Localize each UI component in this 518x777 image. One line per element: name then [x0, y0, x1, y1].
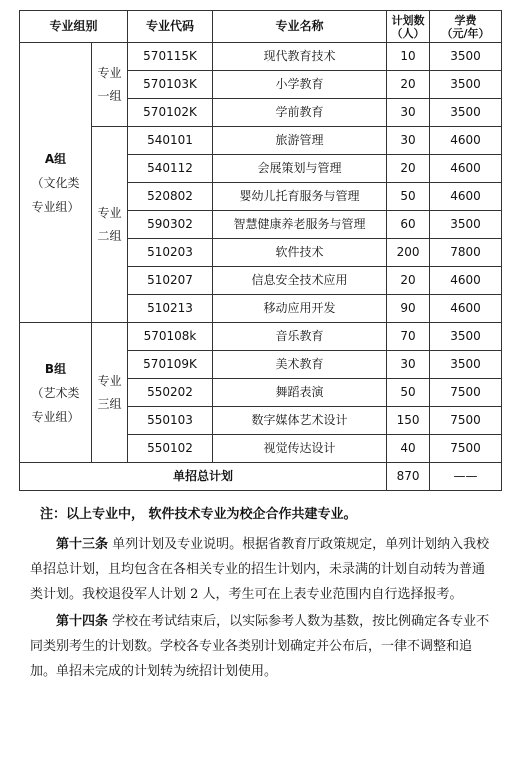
footnote: 注：以上专业中， 软件技术专业为校企合作共建专业。 — [40, 507, 357, 522]
header-plan — [387, 11, 430, 43]
row-code: 550102 — [128, 435, 213, 463]
row-name: 智慧健康养老服务与管理 — [213, 211, 387, 239]
row-fee: 7500 — [430, 379, 502, 407]
row-plan: 50 — [387, 379, 430, 407]
row-name: 会展策划与管理 — [213, 155, 387, 183]
header-plan-line1: 计划数 — [391, 13, 425, 27]
subgroup-2-line2: 二组 — [97, 228, 122, 243]
row-code: 520802 — [128, 183, 213, 211]
subgroup-1-line1: 专业 — [97, 65, 122, 80]
row-code: 540101 — [128, 127, 213, 155]
row-fee: 7500 — [430, 435, 502, 463]
subgroup-2-cell — [92, 127, 128, 323]
article-13-title: 第十三条 — [56, 537, 109, 552]
row-plan: 40 — [387, 435, 430, 463]
row-plan: 30 — [387, 127, 430, 155]
row-fee: 4600 — [430, 183, 502, 211]
total-label: 单招总计划 — [20, 463, 387, 491]
table-row — [20, 323, 502, 351]
header-plan-line2: （人） — [391, 26, 425, 40]
row-plan: 20 — [387, 155, 430, 183]
row-fee: 4600 — [430, 127, 502, 155]
row-plan: 10 — [387, 43, 430, 71]
row-name: 现代教育技术 — [213, 43, 387, 71]
group-b-title: B组 — [44, 361, 67, 376]
row-name: 移动应用开发 — [213, 295, 387, 323]
subgroup-3-line2: 三组 — [97, 396, 122, 411]
article-13-body: 单列计划及专业说明。根据省教育厅政策规定，单列计划纳入我校单招总计划，且均包含在各相关专业的招生计划内，未录满的计划自动转为普通类计划。我校退役军人计划 2 人，考生可在上表专业范围内自行选择报考。 — [30, 537, 490, 602]
row-code: 510207 — [128, 267, 213, 295]
group-a-cell — [20, 43, 92, 323]
row-name: 美术教育 — [213, 351, 387, 379]
row-plan: 50 — [387, 183, 430, 211]
row-fee: 7800 — [430, 239, 502, 267]
header-name: 专业名称 — [213, 11, 387, 43]
row-plan: 90 — [387, 295, 430, 323]
row-code: 540112 — [128, 155, 213, 183]
row-plan: 70 — [387, 323, 430, 351]
row-fee: 3500 — [430, 43, 502, 71]
header-fee — [430, 11, 502, 43]
row-fee: 4600 — [430, 155, 502, 183]
row-code: 510213 — [128, 295, 213, 323]
article-14 — [30, 609, 494, 684]
row-name: 学前教育 — [213, 99, 387, 127]
article-14-title: 第十四条 — [56, 614, 109, 629]
total-plan: 870 — [387, 463, 430, 491]
row-code: 570102K — [128, 99, 213, 127]
header-fee-line2: （元/年） — [441, 26, 490, 40]
row-plan: 20 — [387, 71, 430, 99]
row-name: 软件技术 — [213, 239, 387, 267]
row-name: 信息安全技术应用 — [213, 267, 387, 295]
row-fee: 7500 — [430, 407, 502, 435]
enrollment-plan-table — [19, 10, 502, 491]
row-plan: 30 — [387, 99, 430, 127]
row-name: 数字媒体艺术设计 — [213, 407, 387, 435]
header-fee-line1: 学费 — [454, 13, 477, 27]
row-name: 舞蹈表演 — [213, 379, 387, 407]
row-fee: 4600 — [430, 267, 502, 295]
row-code: 570103K — [128, 71, 213, 99]
subgroup-1-line2: 一组 — [97, 88, 122, 103]
row-code: 550103 — [128, 407, 213, 435]
row-name: 音乐教育 — [213, 323, 387, 351]
row-code: 570109K — [128, 351, 213, 379]
group-a-line2: （文化类 — [31, 175, 80, 190]
total-row — [20, 463, 502, 491]
subgroup-1-cell — [92, 43, 128, 127]
group-b-cell — [20, 323, 92, 463]
row-code: 570115K — [128, 43, 213, 71]
group-b-line2: （艺术类 — [31, 385, 80, 400]
row-name: 婴幼儿托育服务与管理 — [213, 183, 387, 211]
row-fee: 3500 — [430, 71, 502, 99]
row-plan: 30 — [387, 351, 430, 379]
row-fee: 4600 — [430, 295, 502, 323]
total-fee: —— — [430, 463, 502, 491]
row-code: 550202 — [128, 379, 213, 407]
row-plan: 20 — [387, 267, 430, 295]
table-header-row — [20, 11, 502, 43]
table-row — [20, 127, 502, 155]
table-row — [20, 43, 502, 71]
enrollment-plan-table-container — [19, 10, 501, 491]
article-13 — [30, 532, 494, 607]
group-a-title: A组 — [44, 151, 67, 166]
subgroup-3-line1: 专业 — [97, 373, 122, 388]
row-fee: 3500 — [430, 99, 502, 127]
row-name: 视觉传达设计 — [213, 435, 387, 463]
row-code: 570108k — [128, 323, 213, 351]
row-fee: 3500 — [430, 211, 502, 239]
subgroup-3-cell — [92, 323, 128, 463]
row-code: 510203 — [128, 239, 213, 267]
row-plan: 200 — [387, 239, 430, 267]
document-text-block — [30, 500, 494, 684]
article-14-body: 学校在考试结束后，以实际参考人数为基数，按比例确定各专业不同类别考生的计划数。学校各专业各类别计划确定并公布后，一律不调整和追加。单招未完成的计划转为统招计划使用。 — [30, 614, 490, 679]
subgroup-2-line1: 专业 — [97, 205, 122, 220]
row-fee: 3500 — [430, 323, 502, 351]
row-name: 小学教育 — [213, 71, 387, 99]
row-name: 旅游管理 — [213, 127, 387, 155]
group-a-line3: 专业组） — [31, 199, 80, 214]
row-plan: 60 — [387, 211, 430, 239]
group-b-line3: 专业组） — [31, 409, 80, 424]
row-code: 590302 — [128, 211, 213, 239]
row-fee: 3500 — [430, 351, 502, 379]
header-code: 专业代码 — [128, 11, 213, 43]
row-plan: 150 — [387, 407, 430, 435]
header-group: 专业组别 — [20, 11, 128, 43]
